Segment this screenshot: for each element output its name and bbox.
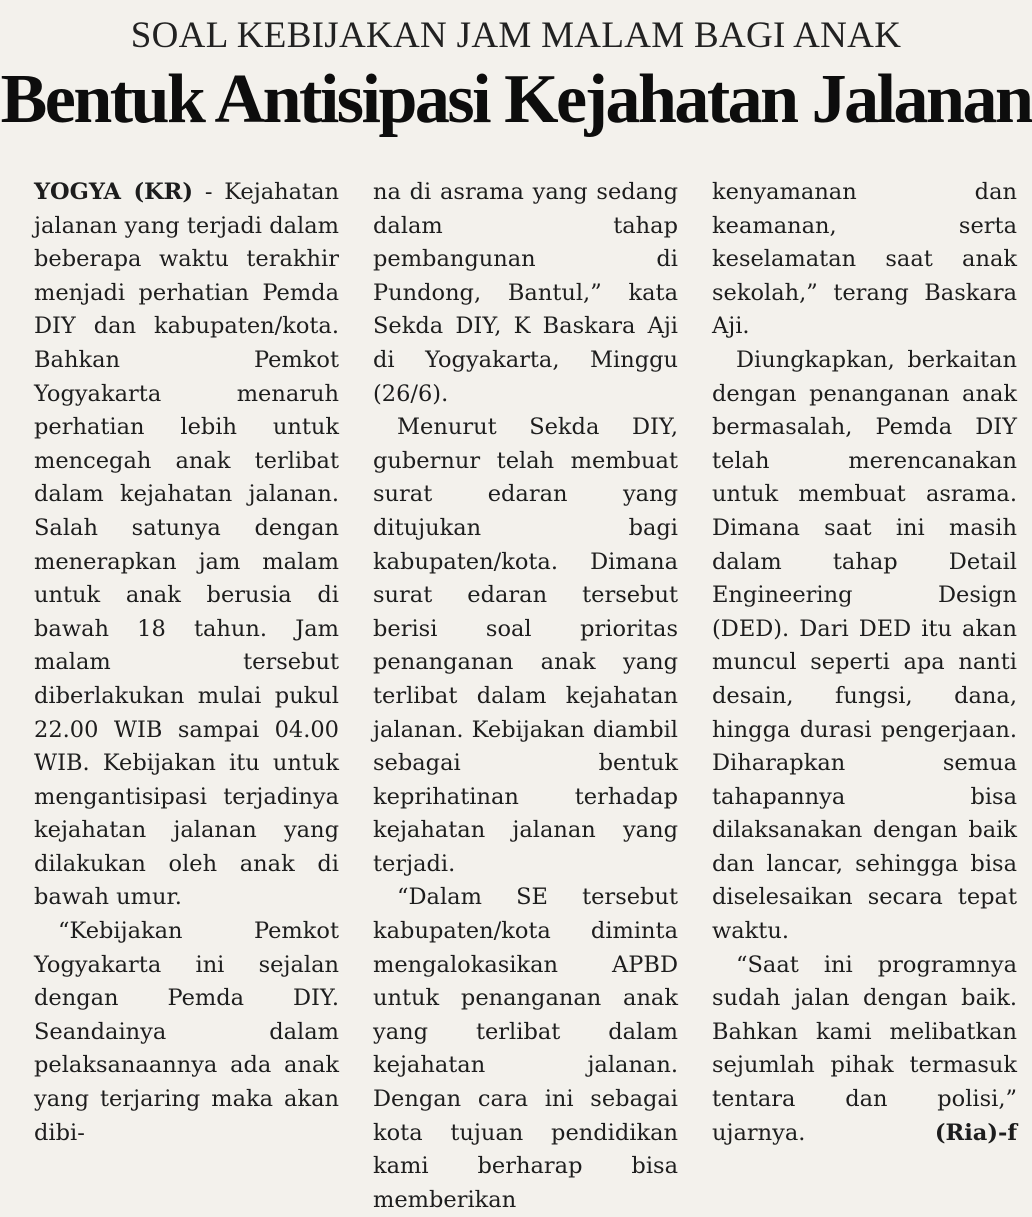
article-paragraph: Menurut Sekda DIY, gubernur telah membuat surat edaran yang ditujukan bagi kabupaten/kota. Dimana surat edaran tersebut berisi soal prioritas penanganan anak yang terlibat dalam kejahatan jalanan. Kebijakan diambil sebagai bentuk keprihatinan terhadap kejahatan jalanan yang terjadi. bbox=[373, 414, 678, 877]
article-headline: Bentuk Antisipasi Kejahatan Jalanan bbox=[0, 61, 1032, 138]
article-paragraph: Diungkapkan, berkaitan dengan penanganan anak bermasalah, Pemda DIY telah merencanakan untuk membuat asrama. Dimana saat ini masih dalam tahap Detail Engineering Design (DED). Dari DED itu akan muncul seperti apa nanti desain, fungsi, dana, hingga durasi pengerjaan. Diharapkan semua tahapannya bisa dilaksanakan dengan baik dan lancar, sehingga bisa diselesaikan secara tepat waktu. bbox=[712, 346, 1017, 945]
paragraph-text: “Saat ini programnya sudah jalan dengan baik. Bahkan kami melibatkan sejumlah pihak termasuk tentara dan polisi,” ujarnya. bbox=[712, 951, 1017, 1146]
article-paragraph: “Dalam SE tersebut kabupaten/kota diminta mengalokasikan APBD untuk penanganan anak yang terlibat dalam kejahatan jalanan. Dengan cara ini sebagai kota tujuan pendidikan kami berharap bisa memberikan bbox=[373, 884, 678, 1213]
article-paragraph bbox=[34, 176, 339, 915]
article-column-2 bbox=[373, 176, 678, 1213]
article-paragraph bbox=[712, 949, 1017, 1151]
article-paragraph: “Kebijakan Pemkot Yogyakarta ini sejalan dengan Pemda DIY. Seandainya dalam pelaksanaannya ada anak yang terjaring maka akan dibi- bbox=[34, 918, 339, 1146]
byline: (Ria)-f bbox=[934, 1119, 1017, 1146]
dateline: YOGYA (KR) bbox=[34, 179, 193, 205]
article-body bbox=[34, 176, 1018, 1213]
paragraph-text: - Kejahatan jalanan yang terjadi dalam beberapa waktu terakhir menjadi perhatian Pemda DIY dan kabupaten/kota. Bahkan Pemkot Yogyakarta menaruh perhatian lebih untuk mencegah anak terlibat dalam kejahatan jalanan. Salah satunya dengan menerapkan jam malam untuk anak berusia di bawah 18 tahun. Jam malam tersebut diberlakukan mulai pukul 22.00 WIB sampai 04.00 WIB. Kebijakan itu untuk mengantisipasi terjadinya kejahatan jalanan yang dilakukan oleh anak di bawah umur. bbox=[34, 179, 339, 911]
article-column-1 bbox=[34, 176, 339, 1146]
article-paragraph: kenyamanan dan keamanan, serta keselamatan saat anak sekolah,” terang Baskara Aji. bbox=[712, 179, 1017, 340]
article-kicker: SOAL KEBIJAKAN JAM MALAM BAGI ANAK bbox=[130, 15, 902, 56]
article-column-3 bbox=[712, 176, 1017, 1146]
article-paragraph: na di asrama yang sedang dalam tahap pembangunan di Pundong, Bantul,” kata Sekda DIY, K Baskara Aji di Yogyakarta, Minggu (26/6). bbox=[373, 179, 678, 407]
